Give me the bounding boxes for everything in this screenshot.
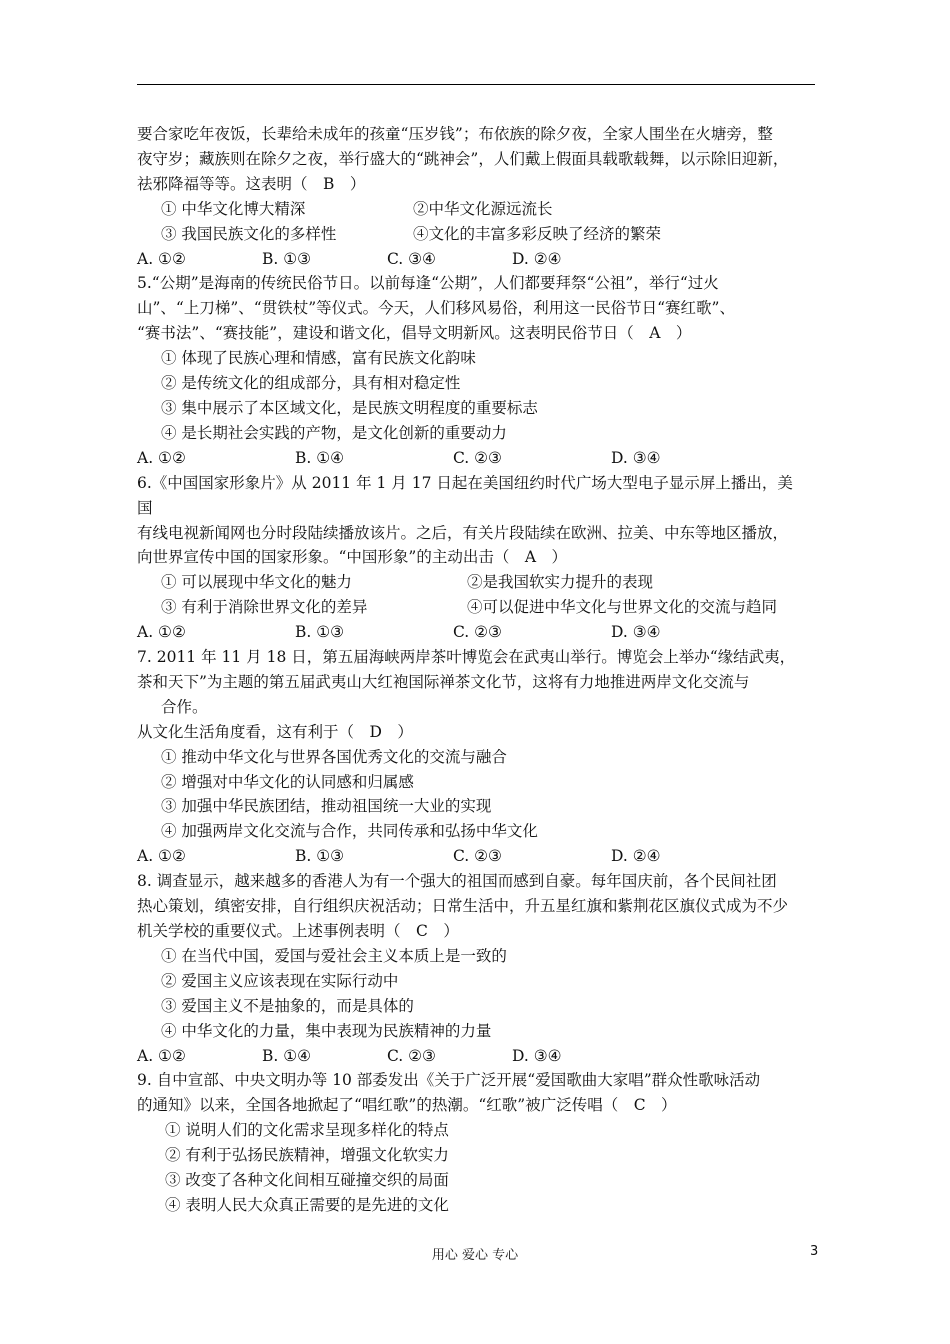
q5-option: ④ 是长期社会实践的产物，是文化创新的重要动力: [161, 423, 507, 442]
q7-option: ③ 加强中华民族团结，推动祖国统一大业的实现: [161, 797, 492, 816]
q4-answer-choices: [137, 247, 827, 272]
q6-stem: 国: [137, 498, 153, 517]
page-number: 3: [810, 1244, 819, 1259]
q5-stem: 山”、“上刀梯”、“贯铁杖”等仪式。今天，人们移风易俗，利用这一民俗节日“赛红歌”、: [137, 299, 735, 318]
option: ① 中华文化博大精深: [161, 199, 306, 218]
choice: D. ②④: [611, 847, 661, 866]
option: ① 可以展现中华文化的魅力: [161, 573, 352, 592]
q8-option: ③ 爱国主义不是抽象的，而是具体的: [161, 996, 414, 1015]
text-line: 要合家吃年夜饭，长辈给未成年的孩童“压岁钱”；布依族的除夕夜，全家人围坐在火塘旁，整: [137, 125, 773, 143]
q8-option: ① 在当代中国，爱国与爱社会主义本质上是一致的: [161, 946, 507, 965]
choice: A. ①②: [137, 623, 186, 642]
q9-stem: 的通知》以来，全国各地掀起了“唱红歌”的热潮。“红歌”被广泛传唱（ C ）: [137, 1096, 677, 1115]
text-line: 夜守岁；藏族则在除夕之夜，举行盛大的“跳神会”，人们戴上假面具载歌载舞，以示除旧迎新，: [137, 149, 789, 168]
choice: C. ②③: [453, 847, 502, 866]
q7-option: ④ 加强两岸文化交流与合作，共同传承和弘扬中华文化: [161, 822, 538, 841]
document-body: [137, 122, 827, 1218]
choice: D. ③④: [512, 1046, 562, 1065]
q6-stem: 有线电视新闻网也分时段陆续播放该片。之后，有关片段陆续在欧洲、拉美、中东等地区播放，: [137, 523, 789, 542]
q8-answer-choices: [137, 1044, 827, 1069]
q7-stem: 7. 2011 年 11 月 18 日，第五届海峡两岸茶叶博览会在武夷山举行。博览会上举办“缘结武夷，: [137, 648, 796, 667]
q9-option: ② 有利于弘扬民族精神，增强文化软实力: [165, 1146, 449, 1165]
q5-option: ② 是传统文化的组成部分，具有相对稳定性: [161, 374, 461, 393]
q7-stem: 合作。: [161, 697, 208, 716]
choice: B. ①④: [262, 1046, 312, 1065]
header-rule: [137, 84, 815, 85]
q8-stem: 8. 调查显示，越来越多的香港人为有一个强大的祖国而感到自豪。每年国庆前，各个民间社团: [137, 872, 777, 891]
q6-stem: 6.《中国国家形象片》从 2011 年 1 月 17 日起在美国纽约时代广场大型电子显示屏上播出，美: [137, 473, 793, 492]
choice: C. ②③: [453, 623, 502, 642]
q7-stem: 从文化生活角度看，这有利于（ D ）: [137, 722, 413, 741]
choice: C. ③④: [387, 249, 436, 268]
q5-stem: “赛书法”、“赛技能”，建设和谐文化，倡导文明新风。这表明民俗节日（ A ）: [137, 324, 692, 343]
option: ④可以促进中华文化与世界文化的交流与趋同: [467, 598, 778, 617]
q6-answer-choices: [137, 620, 827, 645]
q8-option: ② 爱国主义应该表现在实际行动中: [161, 971, 399, 990]
q5-answer-choices: [137, 446, 827, 471]
q5-option: ③ 集中展示了本区域文化，是民族文明程度的重要标志: [161, 398, 538, 417]
choice: B. ①③: [295, 623, 345, 642]
q7-answer-choices: [137, 844, 827, 869]
choice: D. ②④: [512, 249, 562, 268]
option: ④文化的丰富多彩反映了经济的繁荣: [413, 224, 662, 243]
q9-stem: 9. 自中宣部、中央文明办等 10 部委发出《关于广泛开展“爱国歌曲大家唱”群众性歌咏活动: [137, 1071, 761, 1090]
choice: C. ②③: [453, 448, 502, 467]
q4-options-row: [137, 197, 827, 222]
option: ③ 我国民族文化的多样性: [161, 224, 337, 243]
choice: D. ③④: [611, 623, 661, 642]
text-line: 祛邪降福等等。这表明（ B ）: [137, 174, 366, 193]
choice: A. ①②: [137, 847, 186, 866]
choice: B. ①③: [295, 847, 345, 866]
choice: D. ③④: [611, 448, 661, 467]
q8-stem: 机关学校的重要仪式。上述事例表明（ C ）: [137, 922, 459, 940]
q4-options-row: [137, 222, 827, 247]
q5-stem: 5.“公期”是海南的传统民俗节日。以前每逢“公期”，人们都要拜祭“公祖”，举行“过火: [137, 274, 719, 293]
q7-option: ① 推动中华文化与世界各国优秀文化的交流与融合: [161, 747, 507, 766]
q9-option: ③ 改变了各种文化间相互碰撞交织的局面: [165, 1171, 449, 1190]
q8-option: ④ 中华文化的力量，集中表现为民族精神的力量: [161, 1021, 492, 1040]
q9-option: ④ 表明人民大众真正需要的是先进的文化: [165, 1195, 449, 1214]
choice: C. ②③: [387, 1046, 436, 1065]
q5-option: ① 体现了民族心理和情感，富有民族文化韵味: [161, 349, 476, 368]
q8-stem: 热心策划，缜密安排，自行组织庆祝活动；日常生活中，升五星红旗和紫荆花区旗仪式成为不少: [137, 897, 789, 916]
choice: A. ①②: [137, 249, 186, 268]
choice: A. ①②: [137, 1046, 186, 1065]
choice: B. ①④: [295, 448, 345, 467]
q7-stem: 茶和天下”为主题的第五届武夷山大红袍国际禅茶文化节，这将有力地推进两岸文化交流与: [137, 672, 750, 691]
choice: A. ①②: [137, 448, 186, 467]
option: ③ 有利于消除世界文化的差异: [161, 598, 368, 617]
q7-option: ② 增强对中华文化的认同感和归属感: [161, 772, 414, 791]
option: ②是我国软实力提升的表现: [467, 573, 654, 592]
q6-options-row: [137, 570, 827, 595]
q6-stem: 向世界宣传中国的国家形象。“中国形象”的主动出击（ A ）: [137, 548, 568, 567]
q9-option: ① 说明人们的文化需求呈现多样化的特点: [165, 1121, 449, 1140]
footer-text: 用心 爱心 专心: [431, 1248, 519, 1263]
q6-options-row: [137, 595, 827, 620]
choice: B. ①③: [262, 249, 312, 268]
option: ②中华文化源远流长: [413, 199, 553, 218]
